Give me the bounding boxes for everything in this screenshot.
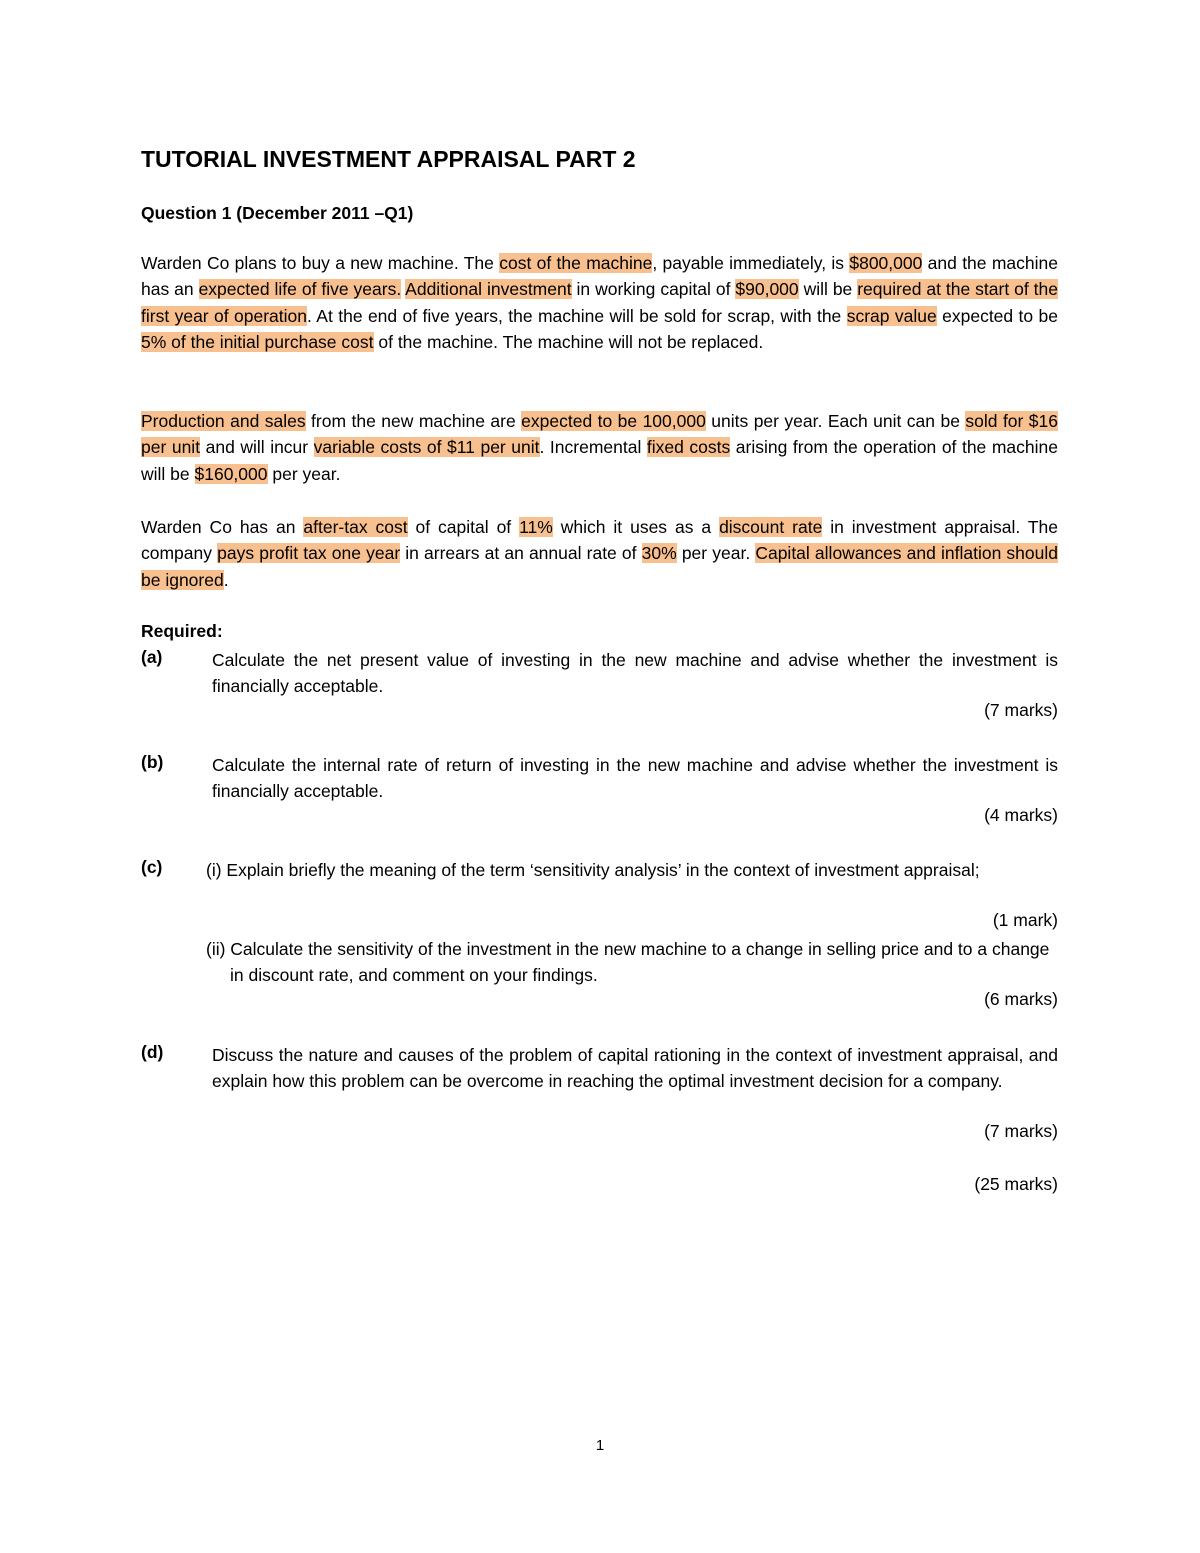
part-b-text: Calculate the internal rate of return of investing in the new machine and advise whether the investment is financially acceptable. (212, 755, 1058, 802)
body-text: and will incur (200, 437, 314, 458)
highlighted-text: 11% (519, 517, 553, 537)
body-text: of the machine. The machine will not be replaced. (373, 331, 764, 352)
highlighted-text: $800,000 (849, 253, 923, 273)
highlighted-text: required at the start of the first year of operation (141, 279, 1058, 326)
body-text: . Incremental (539, 437, 647, 458)
part-d-marks: (7 marks) (984, 1121, 1058, 1141)
part-c-ii-marks: (6 marks) (984, 989, 1058, 1009)
body-text: in investment appraisal. The company (141, 517, 1058, 564)
page-number: 1 (595, 1437, 605, 1454)
paragraph-2 (141, 408, 1058, 487)
highlighted-text: variable costs of $11 per unit (313, 437, 540, 458)
part-a-label: (a) (141, 647, 163, 667)
highlighted-text: cost of the machine (499, 253, 653, 273)
body-text: will be (798, 279, 858, 300)
part-d-label: (d) (141, 1042, 164, 1062)
paragraph-1 (141, 250, 1058, 355)
page-title: TUTORIAL INVESTMENT APPRAISAL PART 2 (141, 146, 636, 172)
part-d-text: Discuss the nature and causes of the problem of capital rationing in the context of investment appraisal, and explain how this problem can be overcome in reaching the optimal investment decision for a company. (212, 1045, 1058, 1092)
highlighted-text: Production and sales (141, 411, 306, 431)
body-text: arising from the operation of the machine will be (141, 437, 1058, 484)
body-text: , payable immediately, is (652, 253, 850, 273)
highlighted-text: fixed costs (646, 437, 731, 458)
body-text: which it uses as a (552, 517, 720, 537)
part-c-i-text: (i) Explain briefly the meaning of the term ‘sensitivity analysis’ in the context of investment appraisal; (206, 860, 980, 880)
highlighted-text: pays profit tax one year (217, 543, 401, 564)
part-a-marks: (7 marks) (984, 700, 1058, 720)
total-marks: (25 marks) (974, 1174, 1058, 1194)
body-text: per year. (267, 463, 341, 484)
body-text: in arrears at an annual rate of (400, 543, 642, 564)
body-text: expected to be (936, 305, 1058, 326)
highlighted-text: expected life of five years. (198, 279, 402, 300)
highlighted-text: after-tax cost (303, 517, 408, 537)
body-text: per year. (676, 543, 756, 564)
body-text: . At the end of five years, the machine will be sold for scrap, with the (307, 305, 847, 326)
highlighted-text: scrap value (846, 305, 937, 326)
body-text: Warden Co plans to buy a new machine. The (141, 253, 500, 273)
body-text: . (223, 569, 229, 590)
part-c-ii-text: (ii) Calculate the sensitivity of the investment in the new machine to a change in selling price and to a change in discount rate, and comment on your findings. (206, 939, 1050, 986)
body-text: of capital of (407, 517, 520, 537)
part-a-text: Calculate the net present value of investing in the new machine and advise whether the investment is financially acceptable. (212, 650, 1058, 697)
part-b-marks: (4 marks) (984, 805, 1058, 825)
highlighted-text: Capital allowances and inflation should be ignored (141, 543, 1059, 590)
highlighted-text: $90,000 (735, 279, 799, 300)
part-b-label: (b) (141, 752, 164, 772)
paragraph-3 (141, 514, 1058, 593)
body-text: from the new machine are (305, 411, 522, 431)
highlighted-text: Additional investment (405, 279, 572, 300)
highlighted-text: sold for $16 per unit (141, 411, 1059, 458)
highlighted-text: expected to be 100,000 (521, 411, 706, 431)
highlighted-text: 30% (641, 543, 677, 564)
body-text: units per year. Each unit can be (705, 411, 966, 431)
highlighted-text: 5% of the initial purchase cost (141, 331, 374, 352)
part-c-label: (c) (141, 857, 163, 877)
body-text: and the machine has an (141, 253, 1058, 300)
highlighted-text: $160,000 (194, 463, 268, 484)
highlighted-text: discount rate (719, 517, 823, 537)
part-c-i-marks: (1 mark) (992, 910, 1058, 930)
body-text: Warden Co has an (141, 517, 304, 537)
question-heading: Question 1 (December 2011 –Q1) (141, 203, 414, 223)
required-heading: Required: (141, 621, 223, 641)
body-text: in working capital of (571, 279, 736, 300)
